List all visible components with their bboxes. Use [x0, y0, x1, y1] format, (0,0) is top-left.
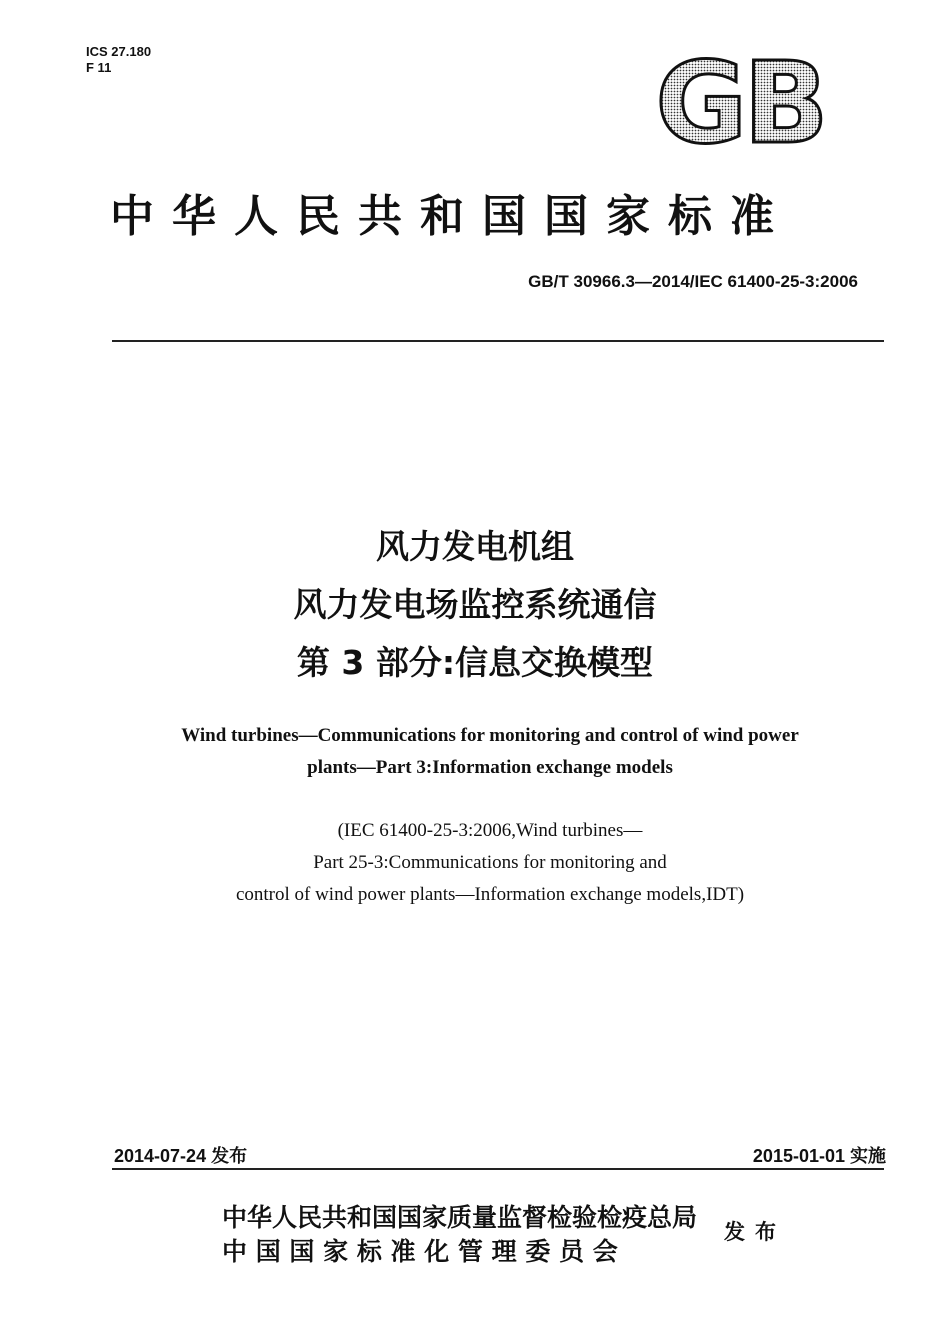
iec-equivalence-line-2: Part 25-3:Communications for monitoring and: [313, 852, 667, 873]
publish-label: 发布: [724, 1219, 786, 1244]
gb-logo-graphic: [640, 54, 840, 154]
issue-date: 2014-07-24 发布: [114, 1146, 248, 1166]
cn-title-line-1: 风力发电机组: [376, 527, 574, 566]
effective-date: 2015-01-01 实施: [752, 1146, 886, 1166]
standard-number: GB/T 30966.3—2014/IEC 61400-25-3:2006: [528, 272, 858, 291]
issuer-line-1: 中华人民共和国国家质量监督检验检疫总局: [222, 1203, 698, 1232]
svg-text:GB: GB: [655, 54, 825, 154]
national-standard-heading: 中华人民共和国国家标准: [110, 191, 792, 242]
cn-title-line-2: 风力发电场监控系统通信: [293, 585, 657, 624]
ics-code: ICS 27.180: [86, 44, 152, 59]
iec-equivalence-line-1: (IEC 61400-25-3:2006,Wind turbines—: [337, 820, 643, 841]
cn-title-line-3: 第 3 部分:信息交换模型: [296, 643, 654, 682]
en-title-line-2: plants—Part 3:Information exchange models: [307, 757, 673, 778]
classification-codes: [86, 44, 151, 76]
iec-equivalence-line-3: control of wind power plants—Information exchange models,IDT): [235, 884, 745, 905]
ccs-code: F 11: [86, 60, 112, 75]
bottom-divider: [112, 1168, 884, 1170]
top-divider: [112, 340, 884, 342]
en-title-line-1: Wind turbines—Communications for monitoring and control of wind power: [181, 725, 799, 746]
issuer-line-2: 中 国 国 家 标 准 化 管 理 委 员 会: [222, 1237, 618, 1266]
gb-logo: [640, 54, 840, 154]
